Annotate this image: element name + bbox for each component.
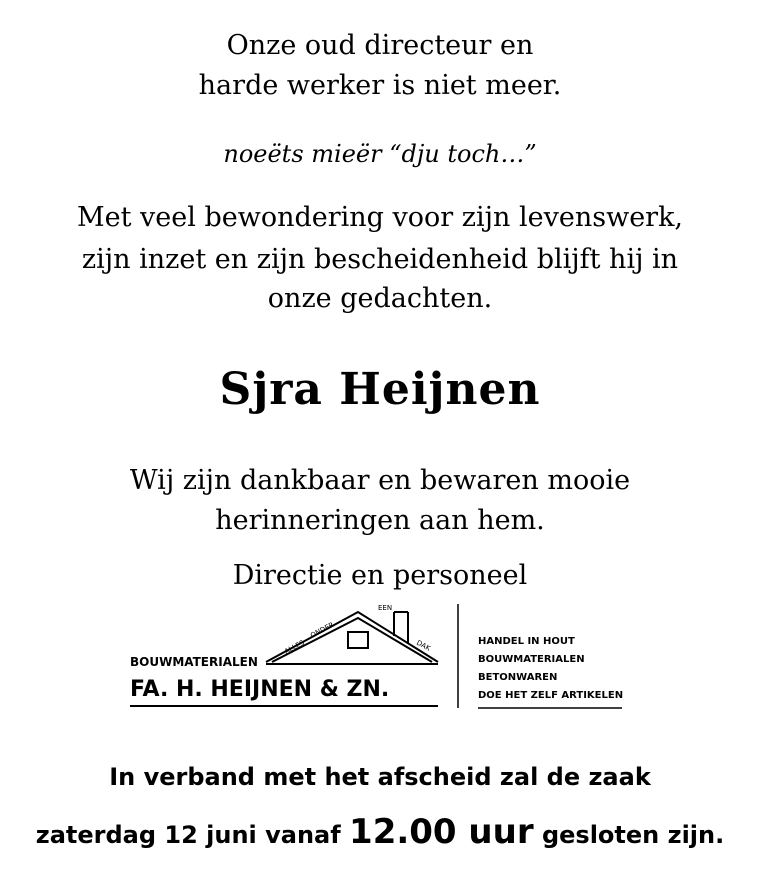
tribute-line-2: zijn inzet en zijn bescheidenheid blijft hij in <box>81 244 679 275</box>
tribute-line-1: Met veel bewondering voor zijn levenswerk, <box>76 202 684 233</box>
gratitude-line-1: Wij zijn dankbaar en bewaren mooie <box>129 465 631 496</box>
logo-service-4: DOE HET ZELF ARTIKELEN <box>478 690 624 701</box>
closing-line-2 <box>0 812 760 852</box>
deceased-name: Sjra Heijnen <box>219 364 541 415</box>
intro-line-1: Onze oud directeur en <box>226 30 534 61</box>
signature: Directie en personeel <box>232 560 528 591</box>
dialect-quote: noeëts mieër “dju toch…” <box>223 140 537 168</box>
closing-time: 12.00 uur <box>349 812 534 852</box>
logo-service-2: BOUWMATERIALEN <box>478 654 585 665</box>
intro-line-2: harde werker is niet meer. <box>198 70 562 101</box>
closing-date: zaterdag 12 juni vanaf <box>35 821 350 849</box>
closing-status: gesloten zijn. <box>533 821 725 849</box>
company-logo <box>126 598 626 714</box>
logo-company-name: FA. H. HEIJNEN & ZN. <box>130 677 390 702</box>
roof-word-3: EEN <box>378 604 393 612</box>
logo-category: BOUWMATERIALEN <box>130 655 258 669</box>
logo-service-1: HANDEL IN HOUT <box>478 636 575 647</box>
roof-word-4: DAK <box>415 638 432 653</box>
gratitude-line-2: herinneringen aan hem. <box>215 505 545 536</box>
roof-word-1: ALLES <box>283 638 306 656</box>
logo-service-3: BETONWAREN <box>478 672 558 683</box>
house-icon <box>266 612 438 662</box>
roof-word-2: ONDER <box>309 620 336 640</box>
tribute-line-3: onze gedachten. <box>267 283 493 314</box>
closing-line-1: In verband met het afscheid zal de zaak <box>109 763 651 791</box>
